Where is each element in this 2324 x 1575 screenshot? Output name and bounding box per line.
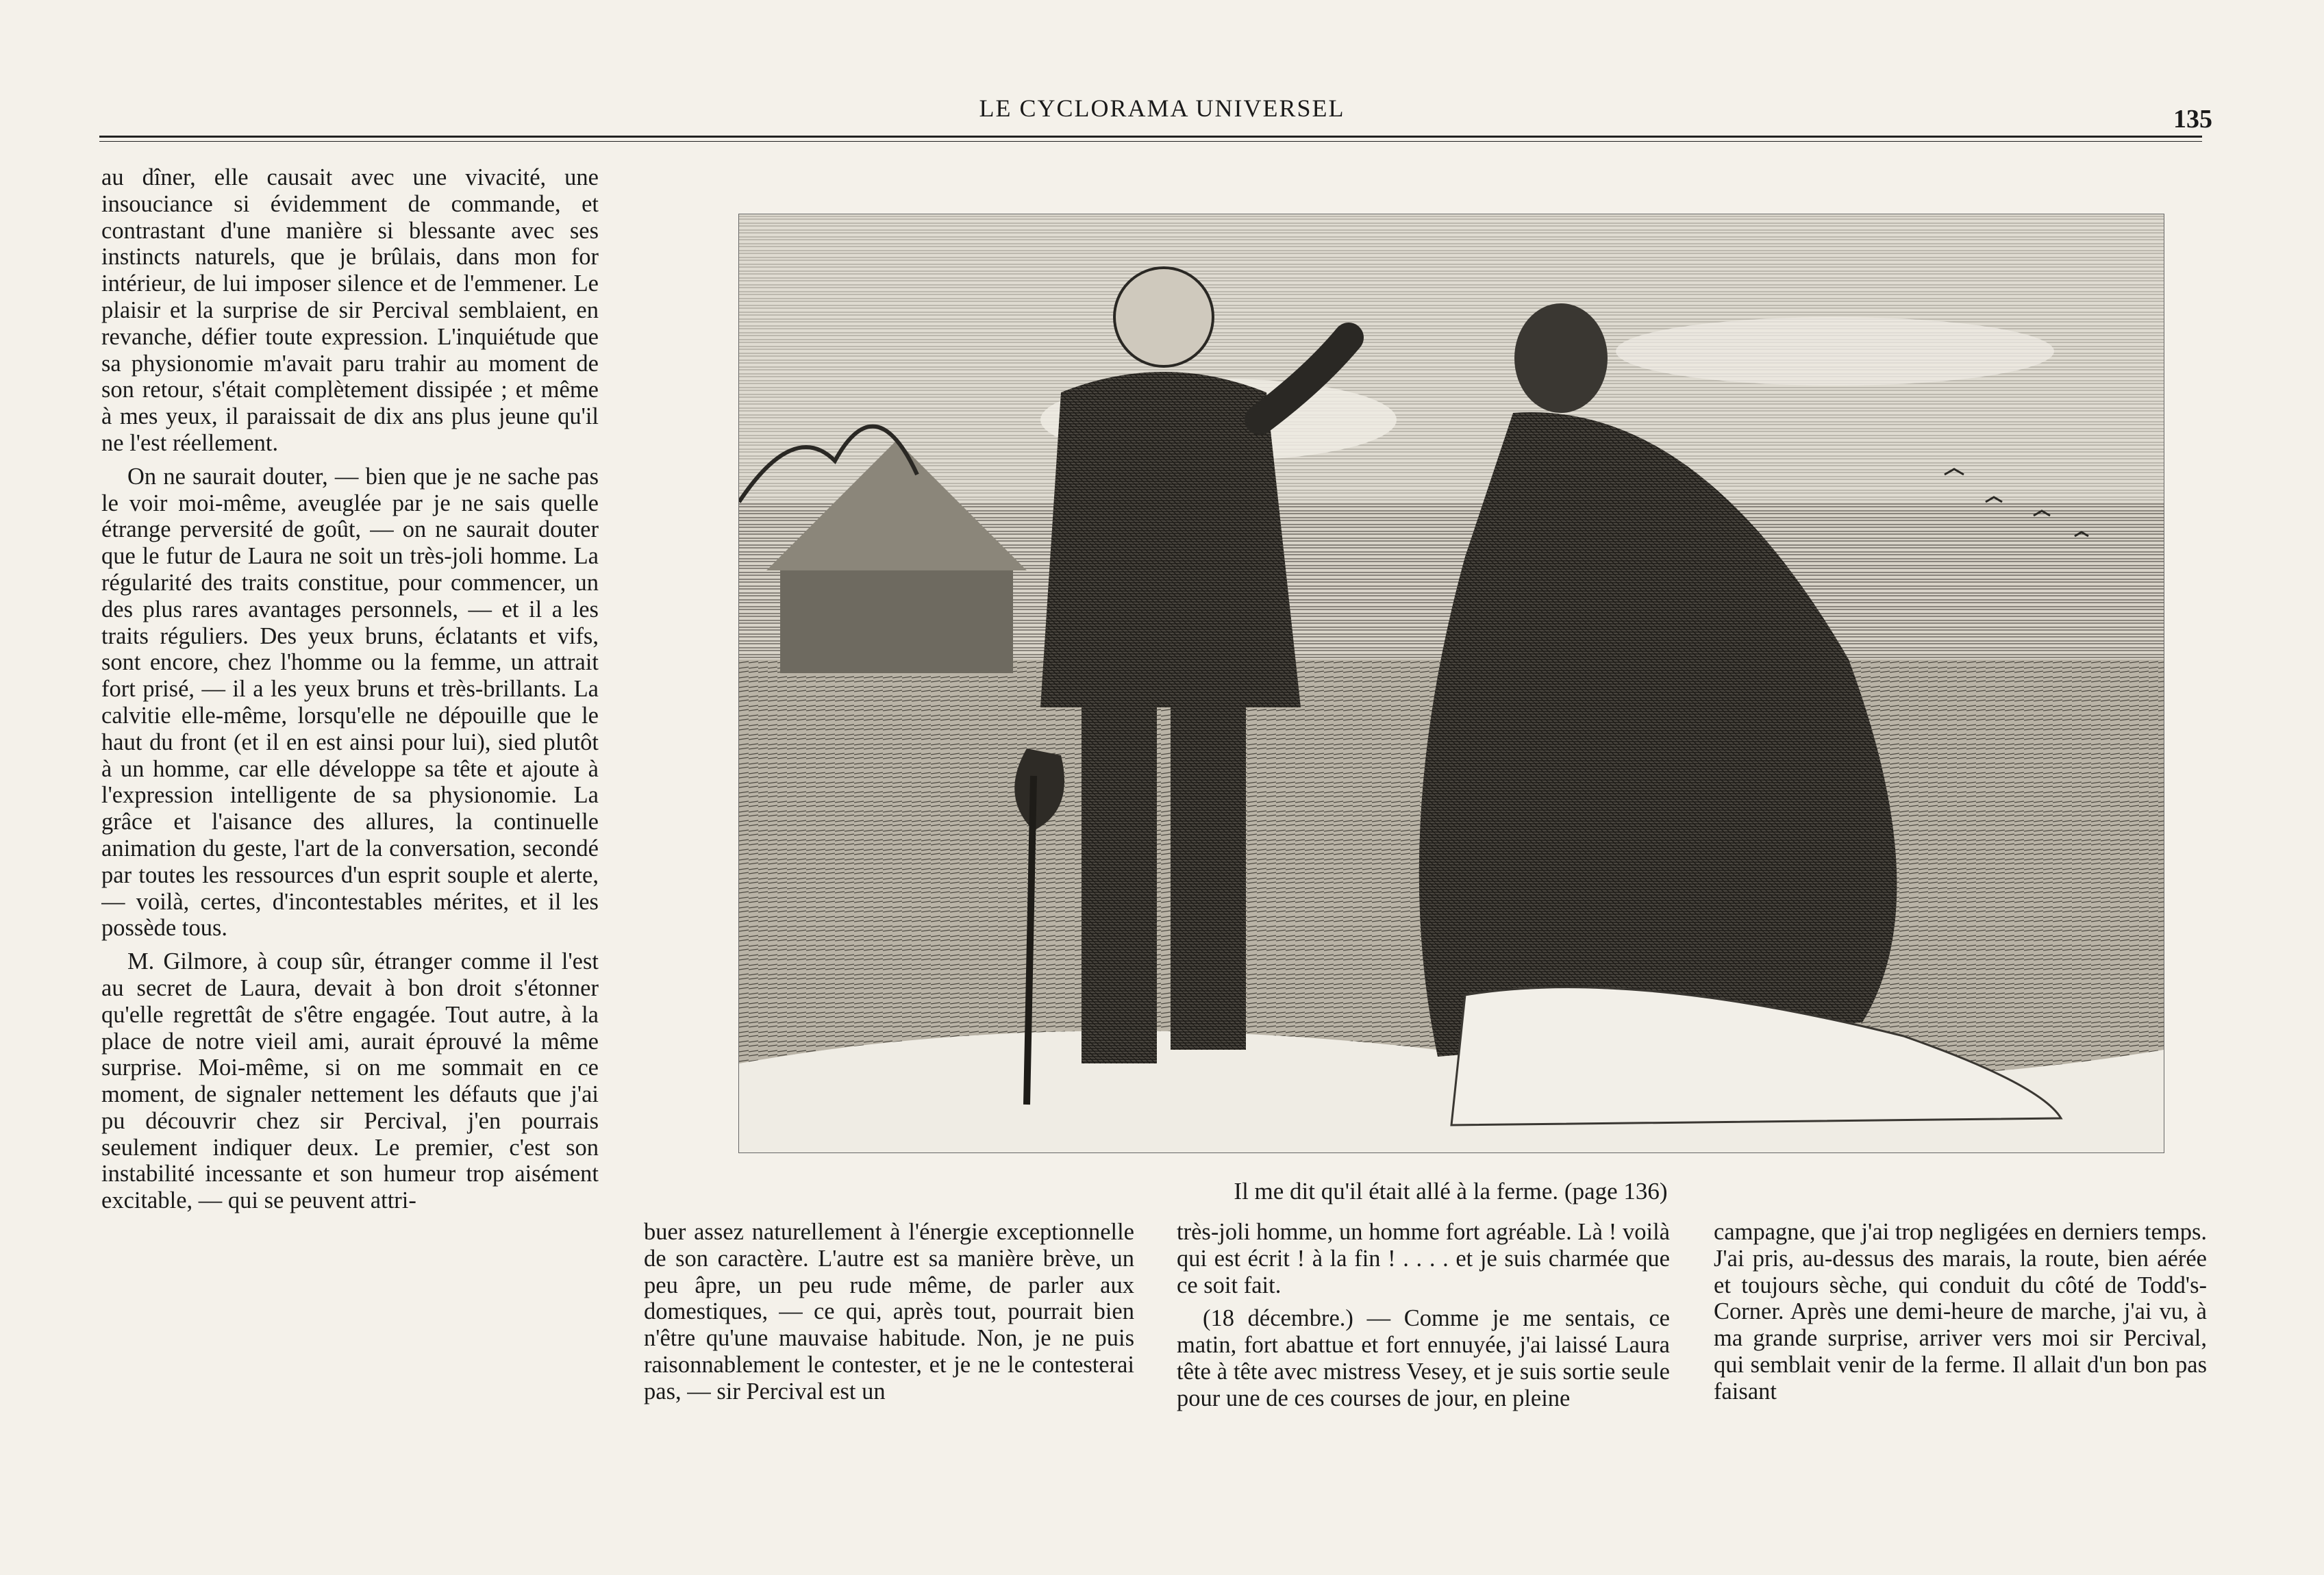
paragraph: On ne saurait douter, — bien que je ne sache pas le voir moi-même, aveuglée par je ne sais quelle étrange perversité de goût, — on ne saurait douter que le futur de Laura ne soit un très-joli homme. La régularité des traits constitue, pour commencer, un des plus rares avantages personnels, — et il a les traits réguliers. Des yeux bruns, éclatants et vifs, sont encore, chez l'homme ou la femme, un attrait fort prisé, — il a les yeux bruns et très-brillants. La calvitie elle-même, lorsqu'elle ne dépouille que le haut du front (et il en est ainsi pour lui), sied plutôt à un homme, car elle développe sa tête et ajoute à l'expression intelligente de sa physionomie. La grâce et l'aisance des allures, la continuelle animation du geste, l'art de la conversation, secondé par toutes les ressources d'un esprit souple et alerte, — voilà, certes, d'incontestables mérites, et il les possède tous.: [101, 463, 599, 942]
paragraph: très-joli homme, un homme fort agréable. Là ! voilà qui est écrit ! à la fin ! . . . . et je suis charmée que ce soit fait.: [1177, 1219, 1670, 1298]
header-rule-thin: [99, 141, 2202, 142]
engraving-scene: [739, 214, 2164, 1152]
header-rule: [99, 136, 2202, 138]
running-header-title: LE CYCLORAMA UNIVERSEL: [979, 94, 1345, 122]
paragraph: (18 décembre.) — Comme je me sentais, ce matin, fort abattue et fort ennuyée, j'ai laissé Laura tête à tête avec mistress Vesey, et je suis sortie seule pour une de ces courses de jour, en pleine: [1177, 1305, 1670, 1411]
page-number: 135: [2173, 105, 2212, 134]
text-column-4: [1714, 1219, 2207, 1424]
text-column-2: [644, 1219, 1134, 1424]
paragraph: au dîner, elle causait avec une vivacité, une insouciance si évidemment de commande, et contrastant d'une manière si blessante avec ses instincts naturels, que je brûlais, dans mon for intérieur, de lui imposer silence et de l'emmener. Le plaisir et la surprise de sir Percival semblaient, en revanche, défier toute expression. L'inquiétude que sa physionomie m'avait paru trahir au moment de son retour, s'était complètement dissipée ; et même à mes yeux, il paraissait de dix ans plus jeune qu'il ne l'est réellement.: [101, 164, 599, 456]
illustration-caption: Il me dit qu'il était allé à la ferme. (page 136): [1234, 1178, 1668, 1205]
text-column-1: [101, 164, 599, 1435]
engraving-illustration: [738, 214, 2164, 1153]
paragraph: M. Gilmore, à coup sûr, étranger comme il l'est au secret de Laura, devait à bon droit s'étonner qu'elle regrettât de s'être engagée. Tout autre, à la place de notre vieil ami, aurait éprouvé la même surprise. Moi-même, si on me sommait en ce moment, de signaler nettement les défauts que j'ai pu découvrir chez sir Percival, j'en pourrais seulement indiquer deux. Le premier, c'est son instabilité incessante et son humeur trop aisément excitable, — qui se peuvent attri-: [101, 948, 599, 1214]
text-column-3: [1177, 1219, 1670, 1424]
paragraph: campagne, que j'ai trop negligées en derniers temps. J'ai pris, au-dessus des marais, la route, bien aérée et toujours sèche, qui conduit du côté de Todd's-Corner. Après une demi-heure de marche, j'ai vu, à ma grande surprise, arriver vers moi sir Percival, qui semblait venir de la ferme. Il allait d'un bon pas faisant: [1714, 1219, 2207, 1404]
paragraph: buer assez naturellement à l'énergie exceptionnelle de son caractère. L'autre est sa manière brève, un peu âpre, un peu rude même, de parler aux domestiques, — ce qui, après tout, pourrait bien n'être qu'une mauvaise habitude. Non, je ne puis raisonnablement le contester, et je ne le contesterai pas, — sir Percival est un: [644, 1219, 1134, 1404]
